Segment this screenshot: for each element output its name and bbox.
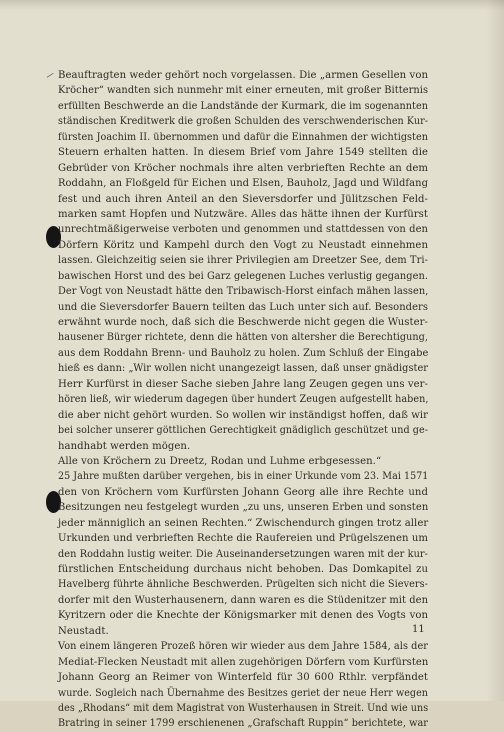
text-line: fest und auch ihren Anteil an den Sieversdorfer und Jülitzschen Feld-	[58, 193, 428, 205]
text-line: wurde. Sogleich nach Übernahme des Besitzes geriet der neue Herr wegen	[58, 687, 428, 699]
page-shadow-top	[0, 0, 504, 10]
text-line: Der Vogt von Neustadt hätte den Tribawisch-Horst einfach mähen lassen,	[58, 286, 429, 298]
text-line: 25 Jahre mußten darüber vergehen, bis in einer Urkunde vom 23. Mai 1571	[58, 471, 429, 483]
text-line: die aber nicht gehört wurden. So wollen wir inständigst hoffen, daß wir	[58, 409, 428, 421]
text-line: ständischen Kreditwerk die großen Schulden des verschwenderischen Kur-	[58, 116, 428, 128]
text-line: Johann Georg an Reimer von Winterfeld für 30 600 Rthlr. verpfändet	[58, 672, 428, 684]
text-line: Steuern erhalten hatten. In diesem Brief vom Jahre 1549 stellten die	[58, 147, 428, 159]
text-line: Dörfern Köritz und Kampehl durch den Vogt zu Neustadt einnehmen	[58, 239, 428, 251]
text-line: Beauftragten weder gehört noch vorgelassen. Die „armen Gesellen von	[58, 70, 428, 81]
text-line: Besitzungen neu festgelegt wurden „zu uns, unseren Erben und sonsten	[58, 502, 429, 514]
text-line: Havelberg führte ähnliche Beschwerden. Prügelten sich nicht die Sievers-	[58, 579, 428, 591]
text-line: handhabt werden mögen.	[58, 440, 191, 452]
text-line: den Roddahn lustig weiter. Die Auseinandersetzungen waren mit der kur-	[58, 548, 428, 560]
text-line: Kyritzern oder die Knechte der Königsmarker mit denen des Vogts von	[58, 610, 428, 622]
text-line: marken samt Hopfen und Nutzwäre. Alles das hätte ihnen der Kurfürst	[58, 208, 428, 220]
text-line: Roddahn, an Floßgeld für Eichen und Elsen, Bauholz, Jagd und Wildfang	[58, 178, 428, 190]
body-text	[58, 68, 428, 732]
text-line: Urkunden und verbrieften Rechte die Raufereien und Prügelszenen um	[58, 533, 428, 545]
text-line: fürsten Joachim II. übernommen und dafür die Einnahmen der wichtigsten	[58, 131, 428, 143]
text-line: unrechtmäßigerweise verboten und genommen und stattdessen von den	[58, 224, 428, 236]
text-line: hausener Bürger richtete, denn die hätten von altersher die Berechtigung,	[58, 332, 428, 344]
margin-mark: /	[45, 71, 54, 81]
text-line: Mediat-Flecken Neustadt mit allen zugehörigen Dörfern vom Kurfürsten	[58, 656, 429, 668]
page-number: 11	[412, 624, 425, 635]
text-line: hören ließ, wir wiederum dagegen über hundert Zeugen aufgestellt haben,	[58, 394, 429, 406]
text-line: Kröcher“ wandten sich nunmehr mit einer erneuten, mit großer Bitternis	[58, 85, 429, 97]
text-line: bei solcher unserer göttlichen Gerechtigkeit gnädiglich geschützet und ge-	[58, 425, 428, 437]
text-line: Gebrüder von Kröcher nochmals ihre alten verbrieften Rechte an dem	[58, 162, 428, 174]
text-line: erwähnt wurde noch, daß sich die Beschwerde nicht gegen die Wuster-	[58, 317, 428, 328]
text-line: erfüllten Beschwerde an die Landstände der Kurmark, die im sogenannten	[58, 100, 428, 112]
text-line: lassen. Gleichzeitig seien sie ihrer Privilegien am Dreetzer See, dem Tri-	[58, 255, 428, 267]
text-line: Neustadt.	[58, 625, 109, 637]
text-line: Von einem längeren Prozeß hören wir wieder aus dem Jahre 1584, als der	[58, 641, 428, 653]
page-edge-shadow	[486, 0, 504, 701]
text-line: fürstlichen Entscheidung durchaus nicht behoben. Das Domkapitel zu	[58, 564, 428, 575]
text-line: dorfer mit den Wusterhausenern, dann waren es die Stüdenitzer mit den	[58, 594, 428, 606]
text-line: und die Sieversdorfer Bauern teilten das Luch unter sich auf. Besonders	[58, 301, 428, 313]
text-line: hieß es dann: „Wir wollen nicht unangezeigt lassen, daß unser gnädigster	[58, 363, 428, 375]
text-line: des „Rhodans“ mit dem Magistrat von Wusterhausen in Streit. Und wie uns	[58, 702, 429, 714]
text-line: jeder männiglich an seinen Rechten.“ Zwischendurch gingen trotz aller	[58, 517, 429, 529]
text-line: Herr Kurfürst in dieser Sache sieben Jahre lang Zeugen gegen uns ver-	[58, 378, 428, 390]
text-line: Alle von Kröchern zu Dreetz, Rodan und Luhme erbgesessen.“	[58, 455, 382, 467]
text-line: Bratring in seiner 1799 erschienenen „Grafschaft Ruppin“ berichtete, war	[58, 718, 428, 730]
text-line: bawischen Horst und des bei Garz gelegenen Luches verlustig gegangen.	[58, 270, 428, 282]
text-line: den von Kröchern vom Kurfürsten Johann Georg alle ihre Rechte und	[58, 486, 428, 498]
text-line: aus dem Roddahn Brenn- und Bauholz zu holen. Zum Schluß der Eingabe	[58, 347, 429, 359]
